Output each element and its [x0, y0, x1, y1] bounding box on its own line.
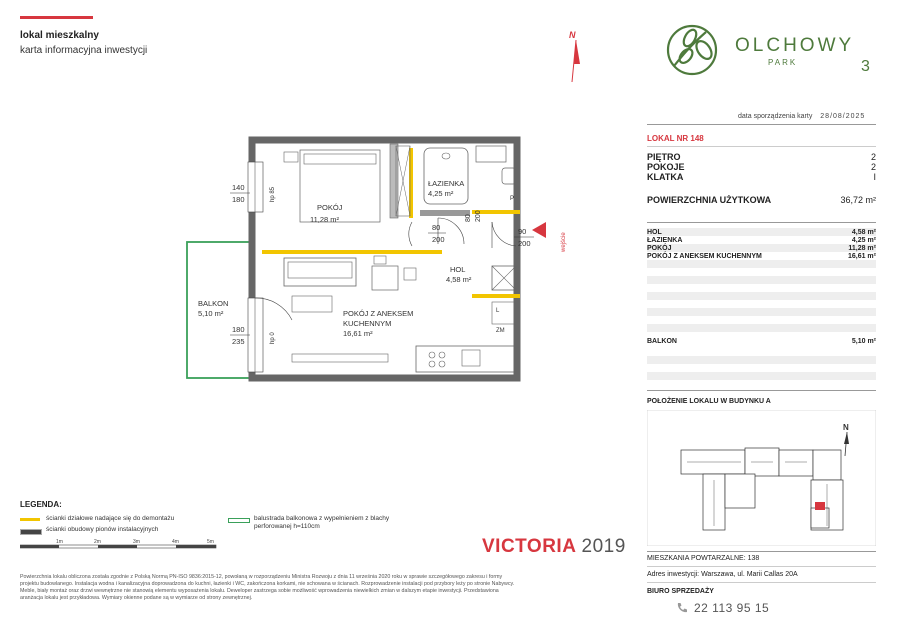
olchowy-logo-icon	[664, 22, 724, 78]
balcony-name: BALKON	[647, 338, 677, 345]
floor-row	[647, 152, 876, 162]
balcony-name: BALKON	[198, 299, 229, 308]
floor-label: PIĘTRO	[647, 152, 681, 162]
balcony-area: 5,10 m²	[851, 338, 876, 345]
scale-bar	[20, 536, 220, 550]
floor-plan	[180, 130, 590, 390]
scale-label: 5m	[207, 539, 214, 545]
legend-title: LEGENDA:	[20, 500, 62, 509]
stripe	[647, 308, 876, 316]
stripe	[647, 372, 876, 380]
card-date	[738, 113, 865, 120]
room-row	[647, 237, 876, 244]
room-row	[647, 253, 876, 260]
victoria-word: VICTORIA	[482, 536, 576, 557]
location-title: POŁOŻENIE LOKALU W BUDYNKU A	[647, 398, 771, 405]
bath-area: 4,25 m²	[428, 189, 454, 198]
room-name: POKÓJ Z ANEKSEM KUCHENNYM	[647, 253, 762, 260]
door1-height: 200	[432, 235, 445, 244]
door2-height: 200	[475, 210, 482, 222]
scale-label: 2m	[94, 539, 101, 545]
win1-height: 180	[232, 195, 245, 204]
balcony-area: 5,10 m²	[198, 309, 224, 318]
win2-width: 180	[232, 325, 245, 334]
map-north-label: N	[843, 423, 849, 432]
stripe	[647, 356, 876, 364]
victoria-year: 2019	[581, 536, 626, 557]
legend-item-3a: balustrada balkonowa z wypełnieniem z blachy	[254, 515, 390, 522]
page-subtitle: karta informacyjna inwestycji	[20, 45, 148, 56]
room-name: HOL	[647, 229, 662, 236]
brand-number: 3	[861, 58, 870, 75]
footnote-line: Powierzchnia lokalu obliczona została zgodnie z Polską Normą PN-ISO 9836:2015-12, powołaną w rozporządzeniu Ministra Rozwoju z dnia 11 września 2020 roku w sprawie szczegółowego zakresu i formy	[20, 574, 503, 580]
stair-row	[647, 172, 876, 182]
room1-area: 11,28 m²	[310, 215, 340, 224]
hall-name: HOL	[450, 265, 466, 274]
stripe	[647, 292, 876, 300]
footnote-line: Meble, biały montaż oraz drzwi wewnętrzne nie stanowią elementu wyposażenia lokalu. Deweloper zastrzega sobie możliwość wprowadzenia niewielkich zmian w dalszym etapie inwestycji. Przedstawiona	[20, 588, 499, 594]
hall-area: 4,58 m²	[446, 275, 472, 284]
divider	[647, 146, 876, 147]
stair-value: I	[873, 172, 876, 182]
room-area: 11,28 m²	[848, 245, 876, 252]
divider	[647, 582, 876, 583]
living-name-1: POKÓJ Z ANEKSEM	[343, 309, 414, 318]
divider	[647, 551, 876, 552]
divider	[647, 566, 876, 567]
win2-tag: hp 0	[270, 332, 276, 344]
window-2	[248, 298, 263, 372]
plan-p-mark: P	[510, 196, 515, 202]
living-name-2: KUCHENNYM	[343, 319, 392, 328]
footnote	[20, 574, 622, 602]
room-area: 4,58 m²	[851, 229, 876, 236]
rooms-row	[647, 162, 876, 172]
brand-name: OLCHOWY	[735, 35, 855, 56]
scale-label: 1m	[56, 539, 63, 545]
door2-width: 80	[465, 214, 472, 222]
room-name: POKÓJ	[647, 245, 672, 252]
area-label: POWIERZCHNIA UŻYTKOWA	[647, 195, 772, 205]
bath-name: ŁAZIENKA	[428, 179, 465, 188]
scale-label: 3m	[133, 539, 140, 545]
legend-swatch-dark	[20, 529, 42, 535]
address: Adres inwestycji: Warszawa, ul. Marii Callas 20A	[647, 571, 798, 578]
plan-l-mark: L	[496, 308, 500, 314]
room-name: ŁAZIENKA	[647, 237, 683, 244]
scale-label: 4m	[172, 539, 179, 545]
divider	[647, 222, 876, 223]
card-date-label: data sporządzenia karty	[738, 113, 813, 120]
room1-name: POKÓJ	[317, 203, 343, 212]
footnote-line: aranżacja lokalu jest przykładowa. Wymiary okienne podane są w wymiarze od strony zewnętrznej.	[20, 595, 253, 601]
win1-tag: hp 85	[270, 186, 276, 202]
building-location-map	[647, 410, 876, 546]
victoria-badge	[482, 536, 626, 558]
entry-arrow-icon	[532, 222, 546, 238]
living-area: 16,61 m²	[343, 329, 373, 338]
legend-item-3b: perforowanej h=110cm	[254, 523, 320, 530]
balcony-row	[647, 338, 876, 345]
stripe	[647, 260, 876, 268]
win2-height: 235	[232, 337, 245, 346]
stripe	[647, 324, 876, 332]
room-row	[647, 245, 876, 252]
phone-icon	[676, 602, 688, 614]
footnote-line: projektu budowlanego. Instalacja wodna i kanalizacyjna doprowadzona do kuchni, łazienki i WC, zakończona korkami, nie schowana w ścianach. Rozprowadzenie instalacji pod przybory leży po stronie Nabywcy.	[20, 581, 515, 587]
room-area: 4,25 m²	[851, 237, 876, 244]
room-row	[647, 229, 876, 236]
win1-width: 140	[232, 183, 245, 192]
legend-swatch-yellow	[20, 518, 40, 521]
legend-item-1: ścianki działowe nadające się do demontażu	[46, 515, 175, 522]
door1-width: 80	[432, 223, 441, 232]
room-area: 16,61 m²	[847, 253, 876, 260]
page-title: lokal mieszkalny	[20, 30, 99, 41]
sales-phone[interactable]: 22 113 95 15	[694, 601, 770, 615]
area-row	[647, 195, 876, 205]
north-label: N	[569, 30, 576, 40]
door3-width: 90	[518, 227, 527, 236]
stripe	[647, 276, 876, 284]
floor-value: 2	[870, 152, 876, 162]
plan-zm-mark: ZM	[496, 328, 505, 334]
stair-label: KLATKA	[647, 172, 684, 182]
legend-item-2: ścianki obudowy pionów instalacyjnych	[46, 526, 159, 533]
unit-title: LOKAL NR 148	[647, 134, 704, 143]
entry-label: wejście	[561, 232, 567, 252]
header-accent-bar	[20, 16, 93, 19]
rooms-label: POKOJE	[647, 162, 685, 172]
divider	[647, 124, 876, 125]
north-arrow-icon	[560, 26, 590, 86]
door3-height: 200	[518, 239, 531, 248]
window-1	[248, 162, 263, 212]
sales-title: BIURO SPRZEDAŻY	[647, 588, 714, 595]
legend-swatch-green	[228, 518, 250, 523]
brand-sub: PARK	[768, 58, 798, 67]
divider	[647, 390, 876, 391]
area-value: 36,72 m²	[840, 195, 876, 205]
card-date-value: 28/08/2025	[820, 113, 866, 120]
rooms-value: 2	[870, 162, 876, 172]
outer-walls	[252, 140, 517, 378]
repeat-units: MIESZKANIA POWTARZALNE: 138	[647, 555, 760, 562]
